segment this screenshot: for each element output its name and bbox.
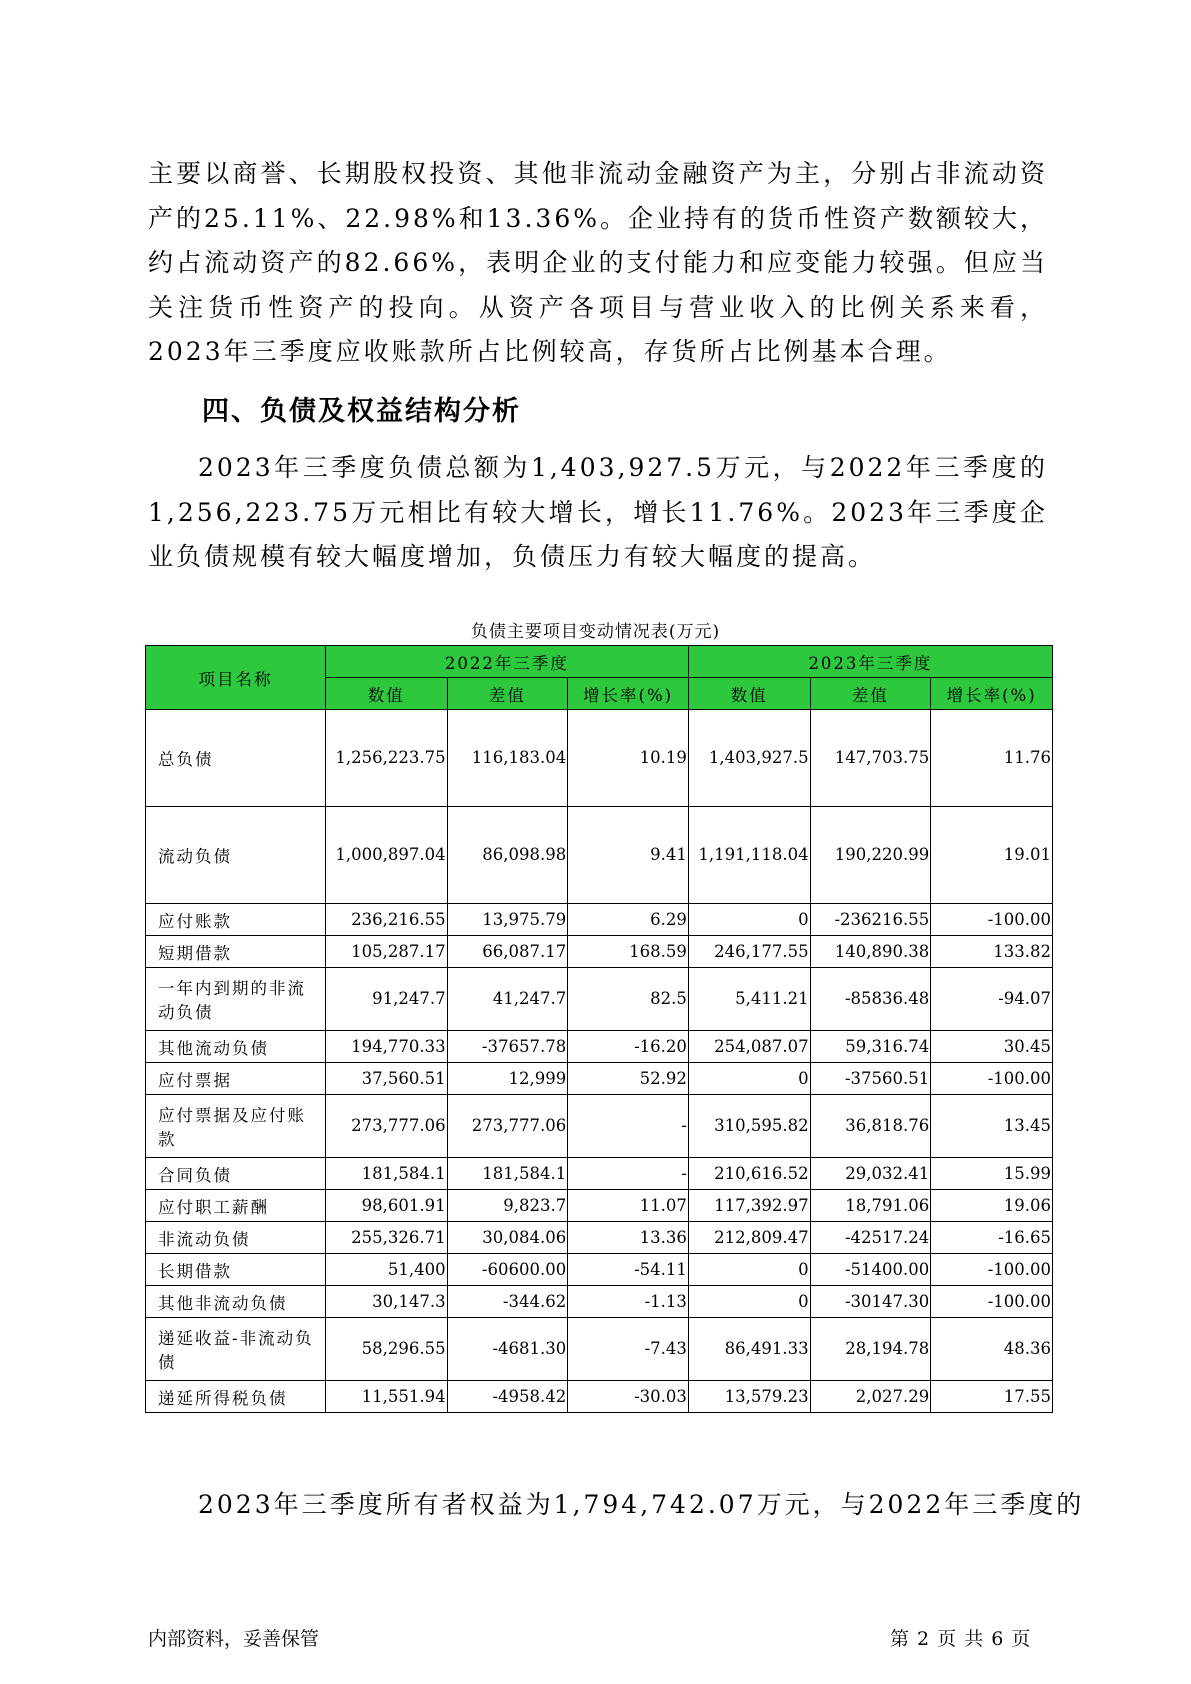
growth-2022-cell: 6.29	[568, 904, 689, 936]
diff-2023-cell: -37560.51	[810, 1063, 931, 1095]
table-row	[146, 1095, 1053, 1158]
diff-2022-cell: -60600.00	[447, 1254, 568, 1286]
diff-2022-cell: 66,087.17	[447, 936, 568, 968]
growth-2023-cell: 48.36	[931, 1318, 1053, 1381]
value-2022-cell: 58,296.55	[325, 1318, 447, 1381]
growth-2023-cell: 133.82	[931, 936, 1053, 968]
diff-2023-cell: -42517.24	[810, 1222, 931, 1254]
value-2023-cell: 254,087.07	[688, 1031, 810, 1063]
growth-2022-cell: -30.03	[568, 1381, 689, 1413]
growth-2023-cell: 15.99	[931, 1158, 1053, 1190]
growth-2022-cell: -	[568, 1095, 689, 1158]
value-2023-cell: 86,491.33	[688, 1318, 810, 1381]
header-growth-2022: 增长率(%)	[568, 678, 689, 710]
growth-2023-cell: -100.00	[931, 1063, 1053, 1095]
value-2022-cell: 181,584.1	[325, 1158, 447, 1190]
value-2022-cell: 37,560.51	[325, 1063, 447, 1095]
row-name-cell: 应付票据及应付账款	[146, 1095, 326, 1158]
table-row	[146, 1158, 1053, 1190]
row-name-cell: 应付职工薪酬	[146, 1190, 326, 1222]
diff-2022-cell: 9,823.7	[447, 1190, 568, 1222]
row-name-cell: 一年内到期的非流动负债	[146, 968, 326, 1031]
row-name-cell: 总负债	[146, 710, 326, 807]
section-heading: 四、负债及权益结构分析	[202, 396, 521, 427]
value-2023-cell: 310,595.82	[688, 1095, 810, 1158]
row-name-cell: 其他流动负债	[146, 1031, 326, 1063]
value-2022-cell: 1,000,897.04	[325, 807, 447, 904]
growth-2023-cell: 19.01	[931, 807, 1053, 904]
header-group-2023: 2023年三季度	[688, 646, 1052, 678]
value-2022-cell: 255,326.71	[325, 1222, 447, 1254]
header-value-2022: 数值	[325, 678, 447, 710]
growth-2022-cell: 82.5	[568, 968, 689, 1031]
growth-2022-cell: 11.07	[568, 1190, 689, 1222]
diff-2023-cell: -236216.55	[810, 904, 931, 936]
header-diff-2023: 差值	[810, 678, 931, 710]
growth-2022-cell: -1.13	[568, 1286, 689, 1318]
row-name-cell: 流动负债	[146, 807, 326, 904]
diff-2023-cell: 29,032.41	[810, 1158, 931, 1190]
diff-2023-cell: -30147.30	[810, 1286, 931, 1318]
body-paragraph-equity: 2023年三季度所有者权益为1,794,742.07万元，与2022年三季度的	[198, 1490, 1085, 1519]
value-2023-cell: 117,392.97	[688, 1190, 810, 1222]
table-row	[146, 1381, 1053, 1413]
value-2023-cell: 0	[688, 1063, 810, 1095]
header-growth-2023: 增长率(%)	[931, 678, 1053, 710]
table-row	[146, 1222, 1053, 1254]
table-row	[146, 1286, 1053, 1318]
row-name-cell: 长期借款	[146, 1254, 326, 1286]
growth-2022-cell: -54.11	[568, 1254, 689, 1286]
growth-2023-cell: -100.00	[931, 1254, 1053, 1286]
row-name-cell: 应付票据	[146, 1063, 326, 1095]
growth-2023-cell: 30.45	[931, 1031, 1053, 1063]
value-2022-cell: 11,551.94	[325, 1381, 447, 1413]
footer-page-number: 第 2 页 共 6 页	[890, 1628, 1032, 1650]
value-2023-cell: 210,616.52	[688, 1158, 810, 1190]
diff-2023-cell: 59,316.74	[810, 1031, 931, 1063]
growth-2023-cell: -100.00	[931, 904, 1053, 936]
diff-2022-cell: 86,098.98	[447, 807, 568, 904]
header-group-2022: 2022年三季度	[325, 646, 688, 678]
value-2023-cell: 0	[688, 1254, 810, 1286]
table-row	[146, 936, 1053, 968]
value-2022-cell: 98,601.91	[325, 1190, 447, 1222]
table-row	[146, 968, 1053, 1031]
diff-2022-cell: 273,777.06	[447, 1095, 568, 1158]
row-name-cell: 其他非流动负债	[146, 1286, 326, 1318]
table-row	[146, 807, 1053, 904]
diff-2023-cell: 140,890.38	[810, 936, 931, 968]
growth-2023-cell: 13.45	[931, 1095, 1053, 1158]
header-value-2023: 数值	[688, 678, 810, 710]
table-caption: 负债主要项目变动情况表(万元)	[470, 622, 721, 642]
header-diff-2022: 差值	[447, 678, 568, 710]
growth-2022-cell: -16.20	[568, 1031, 689, 1063]
diff-2022-cell: 12,999	[447, 1063, 568, 1095]
row-name-cell: 递延所得税负债	[146, 1381, 326, 1413]
table-row	[146, 1063, 1053, 1095]
diff-2022-cell: 13,975.79	[447, 904, 568, 936]
value-2023-cell: 0	[688, 904, 810, 936]
growth-2023-cell: 11.76	[931, 710, 1053, 807]
growth-2023-cell: -100.00	[931, 1286, 1053, 1318]
diff-2023-cell: 147,703.75	[810, 710, 931, 807]
growth-2022-cell: -7.43	[568, 1318, 689, 1381]
diff-2023-cell: 2,027.29	[810, 1381, 931, 1413]
row-name-cell: 递延收益-非流动负债	[146, 1318, 326, 1381]
diff-2022-cell: -344.62	[447, 1286, 568, 1318]
footer-confidential-note: 内部资料，妥善保管	[148, 1628, 320, 1650]
growth-2022-cell: -	[568, 1158, 689, 1190]
value-2022-cell: 105,287.17	[325, 936, 447, 968]
table-row	[146, 710, 1053, 807]
row-name-cell: 合同负债	[146, 1158, 326, 1190]
value-2023-cell: 1,191,118.04	[688, 807, 810, 904]
table-row	[146, 904, 1053, 936]
diff-2022-cell: 30,084.06	[447, 1222, 568, 1254]
diff-2023-cell: 190,220.99	[810, 807, 931, 904]
value-2022-cell: 30,147.3	[325, 1286, 447, 1318]
value-2023-cell: 0	[688, 1286, 810, 1318]
value-2022-cell: 1,256,223.75	[325, 710, 447, 807]
growth-2023-cell: 17.55	[931, 1381, 1053, 1413]
value-2023-cell: 1,403,927.5	[688, 710, 810, 807]
diff-2022-cell: -4681.30	[447, 1318, 568, 1381]
growth-2022-cell: 52.92	[568, 1063, 689, 1095]
diff-2022-cell: 41,247.7	[447, 968, 568, 1031]
row-name-cell: 非流动负债	[146, 1222, 326, 1254]
value-2023-cell: 13,579.23	[688, 1381, 810, 1413]
row-name-cell: 应付账款	[146, 904, 326, 936]
value-2022-cell: 91,247.7	[325, 968, 447, 1031]
value-2022-cell: 51,400	[325, 1254, 447, 1286]
diff-2023-cell: -85836.48	[810, 968, 931, 1031]
header-item-name: 项目名称	[146, 646, 326, 710]
diff-2022-cell: -37657.78	[447, 1031, 568, 1063]
diff-2023-cell: 18,791.06	[810, 1190, 931, 1222]
value-2023-cell: 212,809.47	[688, 1222, 810, 1254]
diff-2023-cell: 28,194.78	[810, 1318, 931, 1381]
value-2023-cell: 5,411.21	[688, 968, 810, 1031]
liabilities-table	[145, 645, 1053, 1413]
table-row	[146, 1318, 1053, 1381]
diff-2023-cell: -51400.00	[810, 1254, 931, 1286]
body-paragraph-assets: 主要以商誉、长期股权投资、其他非流动金融资产为主，分别占非流动资产的25.11%、22.98%和13.36%。企业持有的货币性资产数额较大，约占流动资产的82.66%，表明企业的支付能力和应变能力较强。但应当关注货币性资产的投向。从资产各项目与营业收入的比例关系来看，2023年三季度应收账款所占比例较高，存货所占比例基本合理。	[148, 159, 1048, 366]
value-2022-cell: 194,770.33	[325, 1031, 447, 1063]
growth-2022-cell: 13.36	[568, 1222, 689, 1254]
growth-2022-cell: 168.59	[568, 936, 689, 968]
body-paragraph-liabilities: 2023年三季度负债总额为1,403,927.5万元，与2022年三季度的1,256,223.75万元相比有较大增长，增长11.76%。2023年三季度企业负债规模有较大幅度增加，负债压力有较大幅度的提高。	[148, 453, 1048, 571]
growth-2022-cell: 9.41	[568, 807, 689, 904]
growth-2023-cell: -16.65	[931, 1222, 1053, 1254]
growth-2023-cell: 19.06	[931, 1190, 1053, 1222]
diff-2022-cell: 181,584.1	[447, 1158, 568, 1190]
row-name-cell: 短期借款	[146, 936, 326, 968]
value-2022-cell: 236,216.55	[325, 904, 447, 936]
value-2023-cell: 246,177.55	[688, 936, 810, 968]
diff-2022-cell: -4958.42	[447, 1381, 568, 1413]
table-row	[146, 1254, 1053, 1286]
table-row	[146, 1031, 1053, 1063]
growth-2023-cell: -94.07	[931, 968, 1053, 1031]
diff-2022-cell: 116,183.04	[447, 710, 568, 807]
growth-2022-cell: 10.19	[568, 710, 689, 807]
diff-2023-cell: 36,818.76	[810, 1095, 931, 1158]
value-2022-cell: 273,777.06	[325, 1095, 447, 1158]
table-row	[146, 1190, 1053, 1222]
